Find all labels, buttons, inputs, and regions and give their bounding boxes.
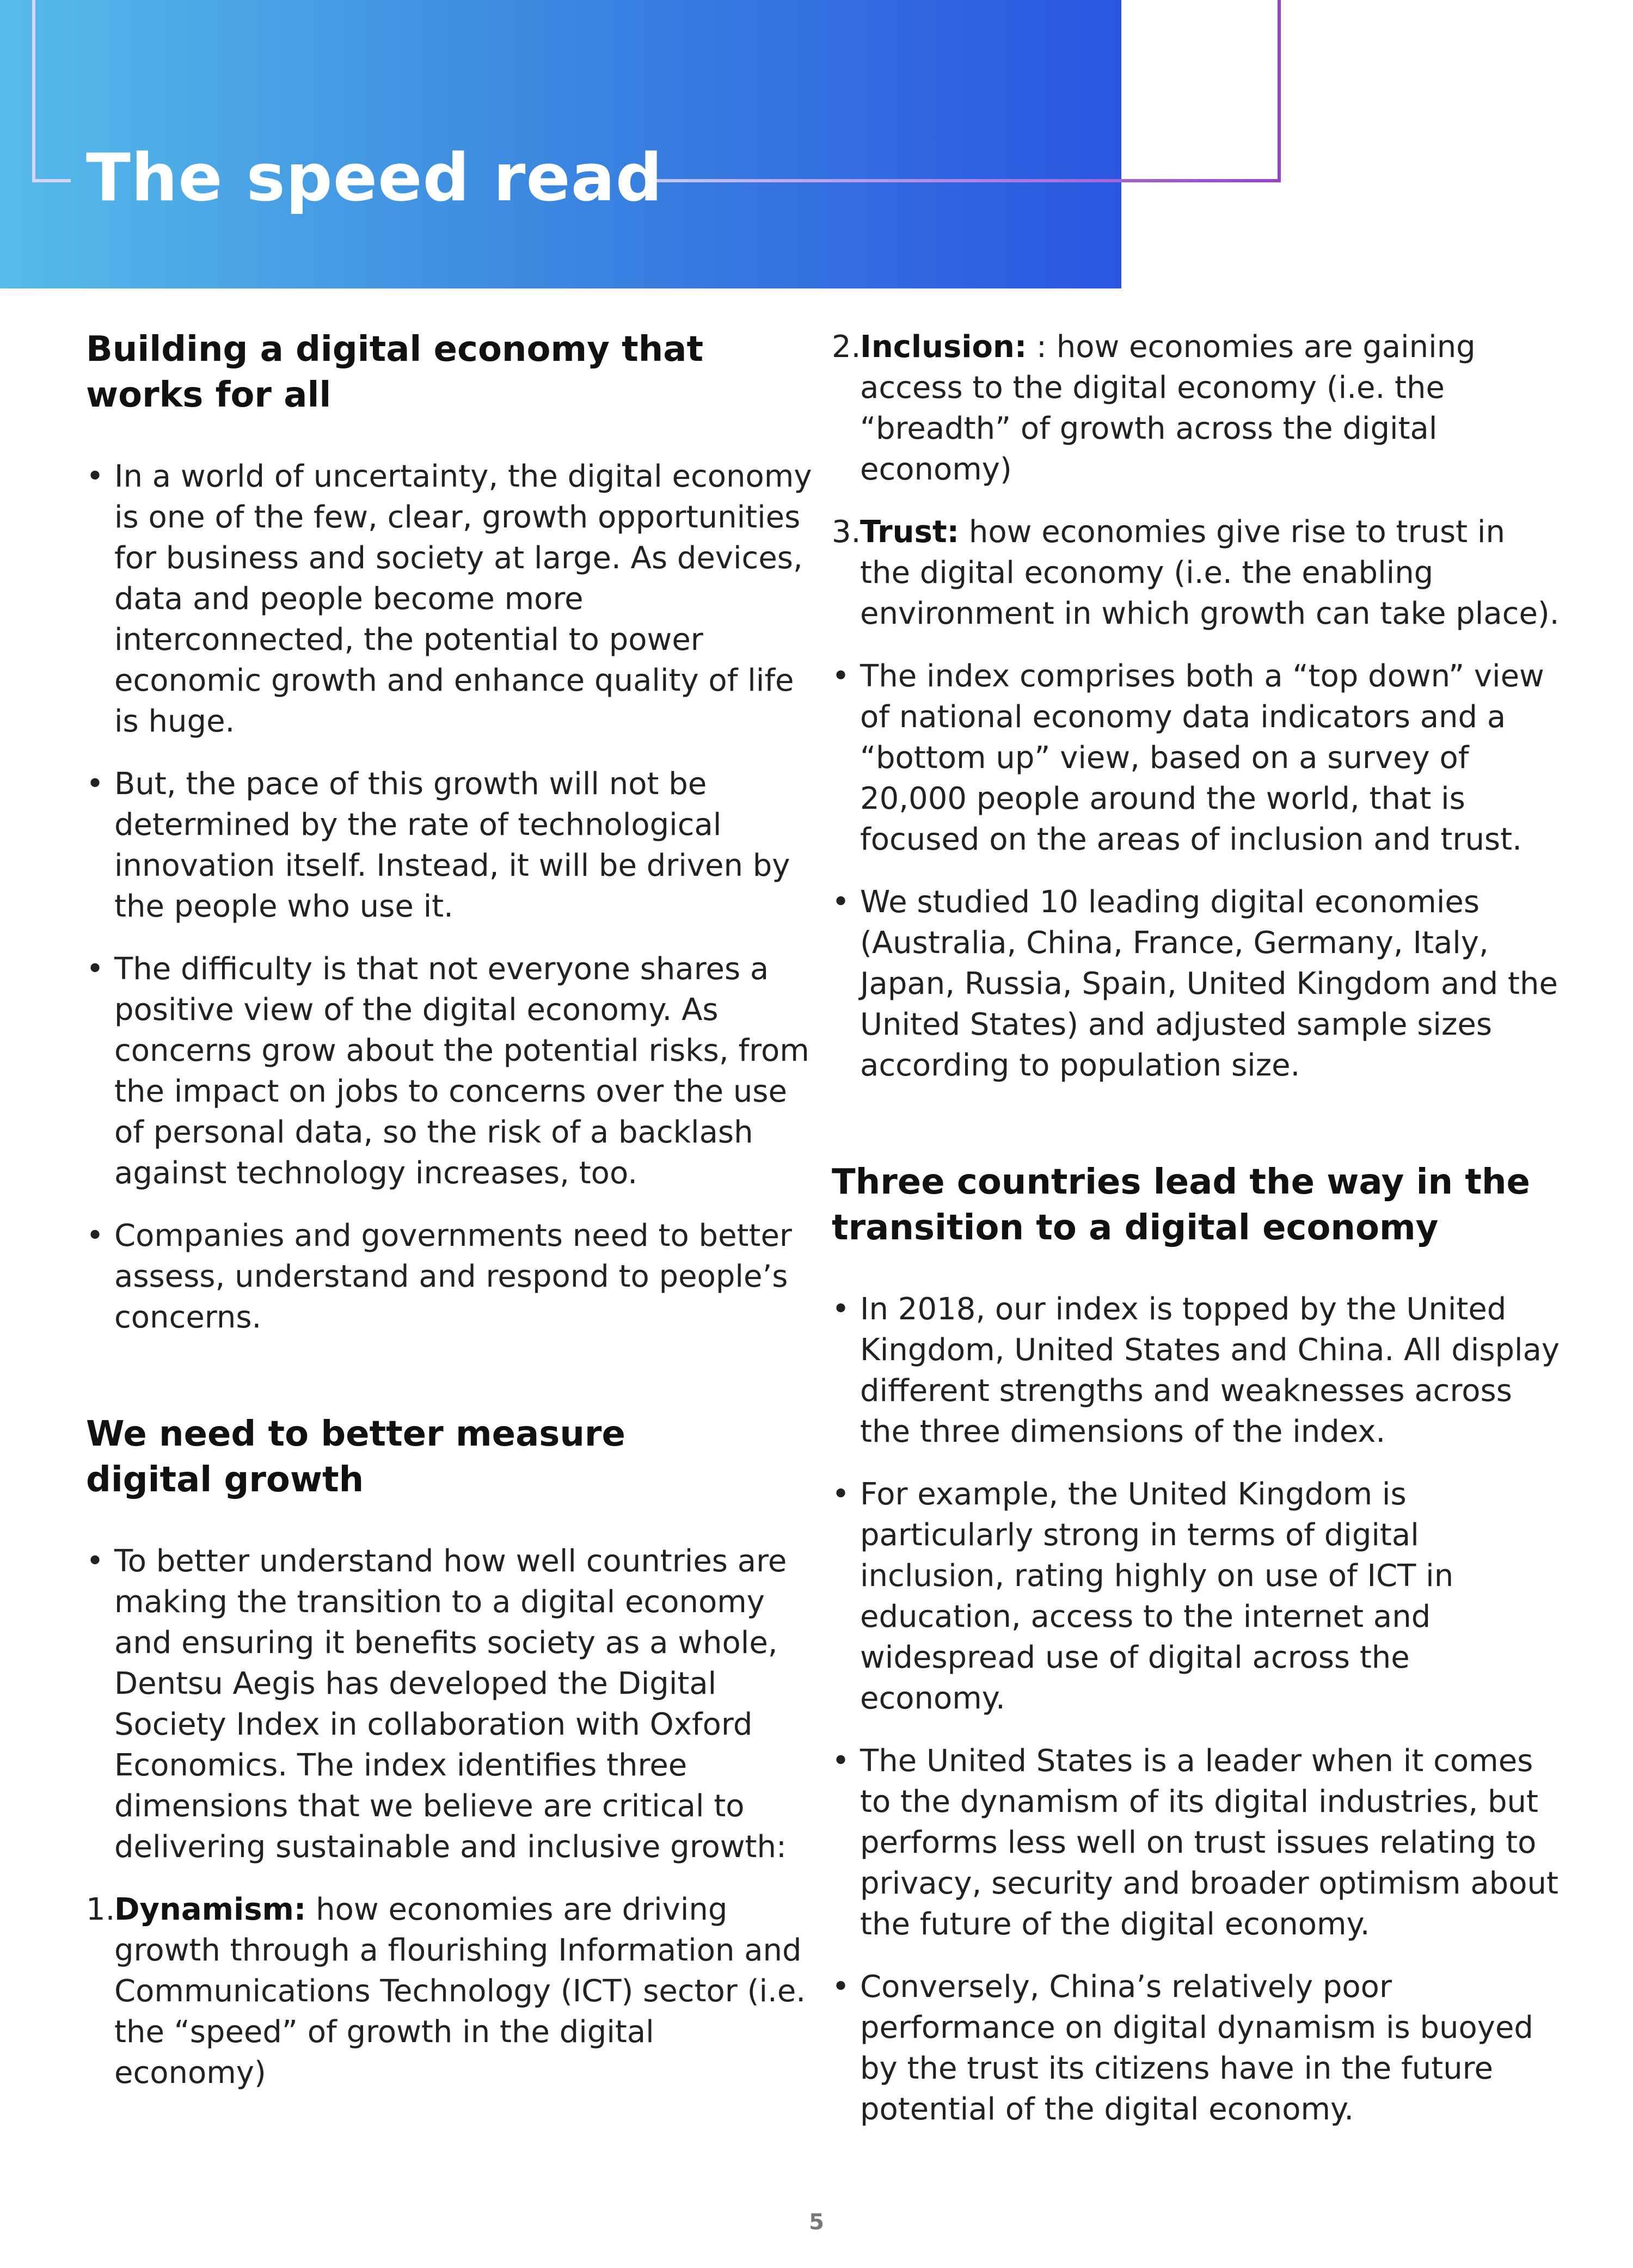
- item-term: Trust:: [860, 514, 960, 550]
- list-item: • Companies and governments need to better assess, understand and respond to people’s concerns.: [86, 1215, 815, 1338]
- item-number: 2.: [832, 329, 861, 365]
- heading-line: transition to a digital economy: [832, 1208, 1439, 1248]
- numbered-item-dynamism: [86, 1889, 815, 2093]
- list-item: • But, the pace of this growth will not be determined by the rate of technological innovation itself. Instead, it will be driven by the people who use it.: [86, 764, 815, 927]
- page-number: 5: [809, 2210, 824, 2235]
- left-column: [86, 327, 815, 2115]
- list-item: • Conversely, China’s relatively poor performance on digital dynamism is buoyed by the trust its citizens have in the future potential of the digital economy.: [832, 1966, 1561, 2130]
- heading-line: works for all: [86, 375, 331, 415]
- numbered-item-inclusion: [832, 327, 1561, 490]
- page-title: The speed read: [86, 140, 663, 216]
- section-heading-building: [86, 327, 815, 418]
- list-item: • To better understand how well countries are making the transition to a digital economy and ensuring it benefits society as a whole, Dentsu Aegis has developed the Digital Society Index in collaboration with Oxford Economics. The index identifies three dimensions that we believe are critical to delivering sustainable and inclusive growth:: [86, 1541, 815, 1867]
- item-number: 3.: [832, 514, 861, 550]
- measure-intro-list: [86, 1541, 815, 1867]
- building-bullet-list: [86, 456, 815, 1338]
- section-heading-leaders: [832, 1159, 1561, 1251]
- heading-line: Three countries lead the way in the: [832, 1162, 1530, 1202]
- list-item: • We studied 10 leading digital economies (Australia, China, France, Germany, Italy, Japan, Russia, Spain, United Kingdom and the United States) and adjusted sample sizes according to population size.: [832, 882, 1561, 1086]
- list-item: • For example, the United Kingdom is particularly strong in terms of digital inclusion, rating highly on use of ICT in education, access to the internet and widespread use of digital across the economy.: [832, 1474, 1561, 1719]
- list-item: • The index comprises both a “top down” view of national economy data indicators and a “bottom up” view, based on a survey of 20,000 people around the world, that is focused on the areas of inclusion and trust.: [832, 656, 1561, 860]
- item-term: Dynamism:: [114, 1892, 306, 1927]
- item-text: how economies give rise to trust in the digital economy (i.e. the enabling environment in which growth can take place).: [860, 514, 1560, 631]
- leaders-bullet-list: [832, 1289, 1561, 2130]
- list-item: • In 2018, our index is topped by the United Kingdom, United States and China. All display different strengths and weaknesses across the three dimensions of the index.: [832, 1289, 1561, 1452]
- right-column: [832, 327, 1561, 2152]
- list-item: • The difficulty is that not everyone shares a positive view of the digital economy. As concerns grow about the potential risks, from the impact on jobs to concerns over the use of personal data, so the risk of a backlash against technology increases, too.: [86, 949, 815, 1194]
- heading-line: digital growth: [86, 1460, 364, 1500]
- item-term: Inclusion:: [860, 329, 1027, 365]
- heading-line: Building a digital economy that: [86, 329, 704, 370]
- item-text: how economies are driving growth through a flourishing Information and Communications Technology (ICT) sector (i.e. the “speed” of growth in the digital economy): [114, 1892, 806, 2091]
- numbered-item-trust: [832, 512, 1561, 634]
- measure-bullet-list: [832, 656, 1561, 1086]
- heading-line: We need to better measure: [86, 1414, 625, 1454]
- list-item: • The United States is a leader when it comes to the dynamism of its digital industries, but performs less well on trust issues relating to privacy, security and broader optimism about the future of the digital economy.: [832, 1741, 1561, 1945]
- list-item: • In a world of uncertainty, the digital economy is one of the few, clear, growth opportunities for business and society at large. As devices, data and people become more interconnected, the potential to power economic growth and enhance quality of life is huge.: [86, 456, 815, 742]
- item-text: : how economies are gaining access to the digital economy (i.e. the “breadth” of growth across the digital economy): [860, 329, 1476, 487]
- item-number: 1.: [86, 1892, 115, 1927]
- section-heading-measure: [86, 1411, 815, 1503]
